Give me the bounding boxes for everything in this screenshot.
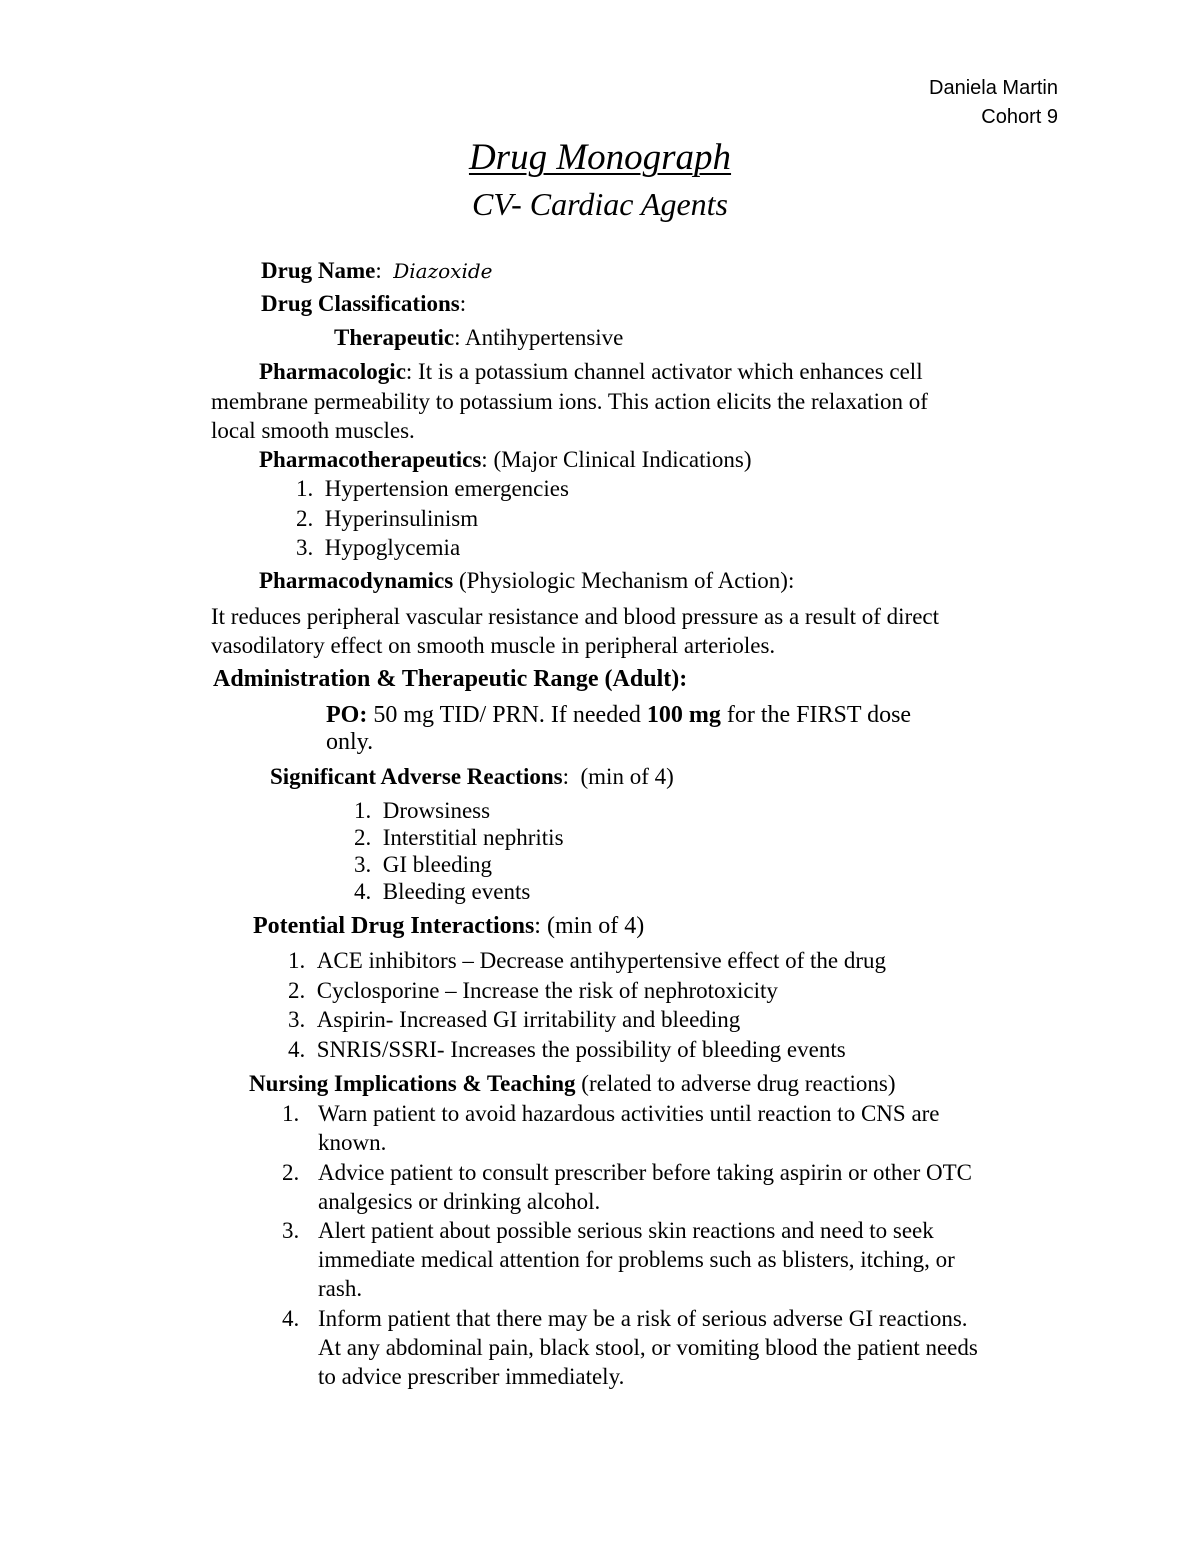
pharmacologic-label: Pharmacologic (259, 359, 406, 384)
pharmacodynamics-label: Pharmacodynamics (259, 568, 454, 593)
nursing-item-3-number: 3. (282, 1218, 300, 1243)
list-item: 1. ACE inhibitors – Decrease antihypertensive effect of the drug (288, 948, 887, 973)
interactions-list (288, 946, 886, 1064)
nursing-item-3-line2: immediate medical attention for problems such as blisters, itching, or (318, 1247, 955, 1272)
adverse-label: Significant Adverse Reactions (270, 764, 563, 789)
nursing-item-4-line2: At any abdominal pain, black stool, or vomiting blood the patient needs (318, 1335, 978, 1360)
interactions-heading: Potential Drug Interactions: (min of 4) (253, 913, 645, 939)
nursing-item-2-line2: analgesics or drinking alcohol. (318, 1189, 601, 1214)
pharmacodynamics-note: (Physiologic Mechanism of Action): (458, 568, 795, 593)
nursing-item-4-number: 4. (282, 1306, 300, 1331)
nursing-item-4-line3: to advice prescriber immediately. (318, 1364, 625, 1389)
interactions-label: Potential Drug Interactions (253, 913, 535, 939)
nursing-item-1-number: 1. (282, 1101, 300, 1126)
list-item: 1. Drowsiness (354, 798, 491, 823)
list-item: 3. Aspirin- Increased GI irritability and bleeding (288, 1007, 741, 1032)
pharmacotherapeutics-label: Pharmacotherapeutics (259, 447, 482, 472)
therapeutic-label: Therapeutic (334, 325, 455, 350)
administration-dose-line2: only. (326, 729, 374, 755)
administration-dose-line1: PO: 50 mg TID/ PRN. If needed 100 mg for the FIRST dose (326, 702, 912, 728)
interactions-note: (min of 4) (546, 913, 645, 939)
list-item: 2. Cyclosporine – Increase the risk of nephrotoxicity (288, 977, 778, 1003)
classifications-heading: Drug Classifications: (261, 291, 467, 316)
drug-name-row: Drug Name: Diazoxide (261, 258, 493, 283)
pharmacodynamics-text-line2: vasodilatory effect on smooth muscle in peripheral arterioles. (211, 633, 776, 658)
document-title: Drug Monograph (468, 137, 732, 178)
nursing-item-3-line1: Alert patient about possible serious skin reactions and need to seek (318, 1218, 934, 1243)
therapeutic-value: Antihypertensive (464, 325, 624, 350)
pharmacologic-row: Pharmacologic: It is a potassium channel activator which enhances cell (259, 359, 923, 384)
list-item: 3. GI bleeding (354, 852, 492, 877)
adverse-note: (min of 4) (580, 764, 674, 789)
nursing-item-2-number: 2. (282, 1160, 300, 1185)
nursing-item-1-line2: known. (318, 1130, 387, 1155)
administration-heading: Administration & Therapeutic Range (Adult): (213, 666, 688, 692)
pharmacotherapeutics-heading: Pharmacotherapeutics: (Major Clinical Indications) (259, 447, 752, 472)
administration-route: PO: (326, 702, 368, 728)
list-item: 2. Hyperinsulinism (296, 505, 479, 531)
author-name: Daniela Martin (929, 77, 1058, 99)
indications-list (296, 474, 569, 563)
nursing-item-3-line3: rash. (318, 1276, 363, 1301)
pharmacologic-text-line1: It is a potassium channel activator which enhances cell (418, 359, 923, 384)
pharmacodynamics-heading (259, 566, 794, 596)
list-item: 4. Bleeding events (354, 879, 531, 904)
list-item: 2. Interstitial nephritis (354, 825, 564, 850)
list-item: 4. SNRIS/SSRI- Increases the possibility of bleeding events (288, 1036, 846, 1062)
pharmacologic-text-line3: local smooth muscles. (211, 418, 415, 443)
drug-name-label: Drug Name (261, 258, 376, 283)
adverse-list (354, 797, 564, 905)
nursing-item-2-line1: Advice patient to consult prescriber before taking aspirin or other OTC (318, 1160, 973, 1185)
drug-name-value: Diazoxide (393, 259, 493, 283)
nursing-label: Nursing Implications & Teaching (249, 1071, 576, 1096)
nursing-item-1-line1: Warn patient to avoid hazardous activities until reaction to CNS are (318, 1101, 940, 1126)
therapeutic-row: Therapeutic: Antihypertensive (334, 325, 624, 350)
list-item: 3. Hypoglycemia (296, 535, 461, 560)
list-item: 1. Hypertension emergencies (296, 476, 569, 501)
cohort-label: Cohort 9 (981, 106, 1058, 128)
document-subtitle: CV- Cardiac Agents (472, 186, 728, 222)
pharmacotherapeutics-note: (Major Clinical Indications) (493, 447, 752, 472)
nursing-note: (related to adverse drug reactions) (581, 1071, 896, 1096)
nursing-item-4-line1: Inform patient that there may be a risk of serious adverse GI reactions. (318, 1306, 968, 1331)
classifications-label: Drug Classifications (261, 291, 460, 316)
pharmacologic-text-line2: membrane permeability to potassium ions. This action elicits the relaxation of (211, 389, 928, 414)
nursing-heading (249, 1069, 895, 1099)
pharmacodynamics-text-line1: It reduces peripheral vascular resistance and blood pressure as a result of direct (211, 604, 940, 629)
adverse-heading: Significant Adverse Reactions: (min of 4) (270, 764, 674, 789)
